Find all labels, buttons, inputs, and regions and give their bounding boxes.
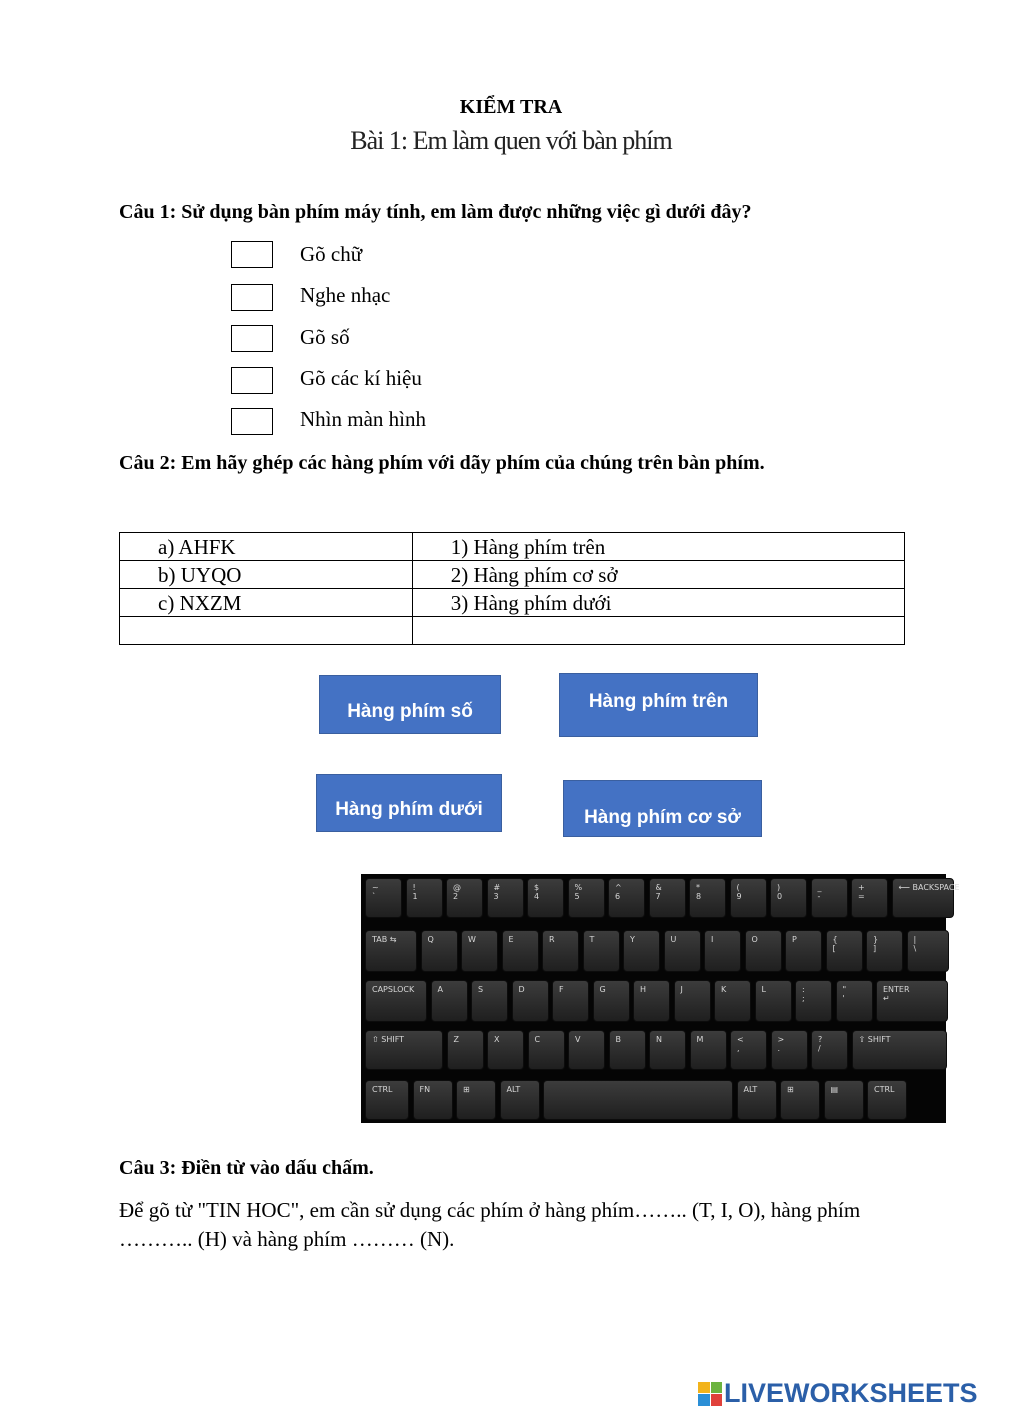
option-label: Gõ chữ (300, 242, 363, 266)
keyboard-key: C (528, 1030, 565, 1070)
option-label: Gõ số (300, 325, 350, 349)
table-row (120, 561, 905, 589)
keyboard-key: R (542, 930, 579, 972)
keyboard-key: U (664, 930, 701, 972)
keyboard-key: N (649, 1030, 686, 1070)
keyboard-key: S (471, 980, 508, 1022)
drag-label-number-row[interactable]: Hàng phím số (319, 675, 501, 734)
table-cell-left (120, 617, 413, 645)
keyboard-key: V (568, 1030, 605, 1070)
keyboard-key: K (714, 980, 751, 1022)
keyboard-key: H (633, 980, 670, 1022)
keyboard-key: ) 0 (770, 878, 807, 918)
keyboard-key: ALT (500, 1080, 540, 1120)
keyboard-key: CAPSLOCK (365, 980, 427, 1022)
keyboard-key: J (674, 980, 711, 1022)
keyboard-key: # 3 (487, 878, 524, 918)
table-cell-right: 2) Hàng phím cơ sở (412, 561, 904, 589)
keyboard-key: L (755, 980, 792, 1022)
keyboard-key: ⇧ SHIFT (852, 1030, 947, 1070)
keyboard-key: P (785, 930, 822, 972)
table-cell-right: 3) Hàng phím dưới (412, 589, 904, 617)
option-checkbox[interactable] (231, 325, 273, 352)
question-1: Câu 1: Sử dụng bàn phím máy tính, em làm được những việc gì dưới đây? (119, 201, 752, 223)
keyboard-key: O (745, 930, 782, 972)
page-title: KIỂM TRA (459, 96, 563, 118)
keyboard-key: > . (771, 1030, 808, 1070)
keyboard-image (361, 874, 960, 1123)
option-checkbox[interactable] (231, 408, 273, 435)
keyboard-key: % 5 (568, 878, 605, 918)
option-label: Nhìn màn hình (300, 407, 426, 431)
keyboard-key: M (690, 1030, 727, 1070)
brand-logo (698, 1378, 978, 1409)
keyboard-key: * 8 (689, 878, 726, 918)
keyboard-key: ⊞ (780, 1080, 820, 1120)
keyboard-key: " ' (836, 980, 873, 1022)
table-row (120, 617, 905, 645)
liveworksheets-logo-icon (698, 1382, 722, 1406)
option-checkbox[interactable] (231, 284, 273, 311)
drag-label-top-row[interactable]: Hàng phím trên (559, 673, 758, 737)
keyboard-key: ▤ (824, 1080, 864, 1120)
keyboard-key: T (583, 930, 620, 972)
keyboard-key: G (593, 980, 630, 1022)
question-2: Câu 2: Em hãy ghép các hàng phím với dãy phím của chúng trên bàn phím. (119, 452, 765, 474)
keyboard-key: ( 9 (730, 878, 767, 918)
keyboard-key: Y (623, 930, 660, 972)
table-cell-left: c) NXZM (120, 589, 413, 617)
keyboard-key: @ 2 (446, 878, 483, 918)
keyboard-key: FN (413, 1080, 453, 1120)
keyboard-key: F (552, 980, 589, 1022)
keyboard-key: A (431, 980, 468, 1022)
drag-label-bottom-row[interactable]: Hàng phím dưới (316, 774, 502, 832)
option-label: Gõ các kí hiệu (300, 366, 422, 390)
keyboard-key: D (512, 980, 549, 1022)
table-cell-left: b) UYQO (120, 561, 413, 589)
table-cell-right (412, 617, 904, 645)
keyboard-key: ENTER ↵ (876, 980, 948, 1022)
keyboard-key: I (704, 930, 741, 972)
keyboard-key: } ] (866, 930, 903, 972)
keyboard-key: + = (851, 878, 888, 918)
keyboard-key: ⇧ SHIFT (365, 1030, 443, 1070)
keyboard-key: ~ ` (365, 878, 402, 918)
keyboard-key: & 7 (649, 878, 686, 918)
keyboard-key: ^ 6 (608, 878, 645, 918)
brand-name: LIVEWORKSHEETS (724, 1378, 978, 1408)
question-3: Câu 3: Điền từ vào dấu chấm. (119, 1157, 374, 1179)
keyboard-key: TAB ⇆ (365, 930, 417, 972)
keyboard-key: { [ (826, 930, 863, 972)
keyboard-key (543, 1080, 733, 1120)
keyboard-key: $ 4 (527, 878, 564, 918)
keyboard-key: : ; (795, 980, 832, 1022)
option-checkbox[interactable] (231, 367, 273, 394)
table-row (120, 533, 905, 561)
keyboard-key: _ - (811, 878, 848, 918)
keyboard-key: ! 1 (406, 878, 443, 918)
table-row (120, 589, 905, 617)
keyboard-key: E (502, 930, 539, 972)
keyboard-key: ⟵ BACKSPACE (892, 878, 954, 918)
keyboard-key: X (487, 1030, 524, 1070)
keyboard-key: Q (421, 930, 458, 972)
keyboard-key: | \ (907, 930, 949, 972)
keyboard-key: ? / (811, 1030, 848, 1070)
keyboard-key: Z (447, 1030, 484, 1070)
option-label: Nghe nhạc (300, 283, 391, 307)
page-subtitle: Bài 1: Em làm quen với bàn phím (350, 126, 672, 155)
keyboard-key: B (609, 1030, 646, 1070)
keyboard-key: ⊞ (456, 1080, 496, 1120)
option-checkbox[interactable] (231, 241, 273, 268)
keyboard-key: CTRL (365, 1080, 409, 1120)
keyboard-key: W (461, 930, 498, 972)
matching-table (119, 532, 905, 645)
drag-label-home-row[interactable]: Hàng phím cơ sở (563, 780, 762, 837)
keyboard-key: CTRL (867, 1080, 907, 1120)
table-cell-right: 1) Hàng phím trên (412, 533, 904, 561)
keyboard-key: ALT (737, 1080, 777, 1120)
table-cell-left: a) AHFK (120, 533, 413, 561)
keyboard-key: < , (730, 1030, 767, 1070)
fill-in-text: Để gõ từ "TIN HOC", em cần sử dụng các phím ở hàng phím…….. (T, I, O), hàng phím ……….. (H) và hàng phím ……… (N). (119, 1198, 861, 1251)
